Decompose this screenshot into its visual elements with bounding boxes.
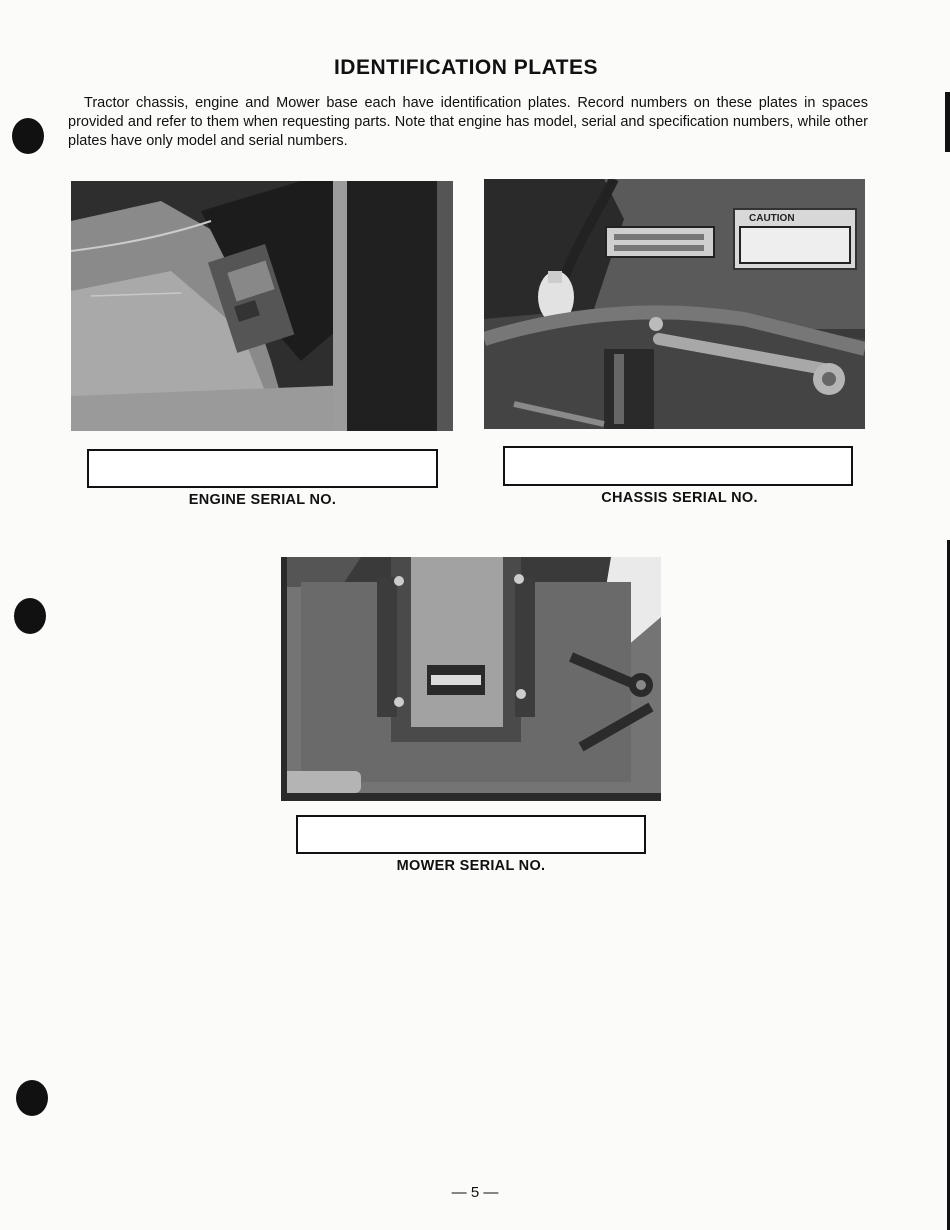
binder-hole-bottom [16,1080,48,1116]
chassis-serial-caption: CHASSIS SERIAL NO. [601,490,758,506]
engine-serial-input[interactable] [87,449,438,488]
mower-photo [281,557,661,801]
caution-decal-text: CAUTION [749,213,795,224]
mower-serial-caption: MOWER SERIAL NO. [396,858,546,874]
chassis-serial-input[interactable] [503,446,853,486]
page-title: IDENTIFICATION PLATES [333,56,599,79]
mower-serial-input[interactable] [296,815,646,854]
binder-hole-middle [14,598,46,634]
scan-edge-top [945,92,950,152]
intro-text: Tractor chassis, engine and Mower base each have identification plates. Record numbers on these plates in spaces provided and refer to them when requesting parts. Note that engine has model, serial and specification numbers, while other plates have only model and serial numbers. [68,95,868,149]
chassis-photo [484,179,865,429]
engine-serial-caption: ENGINE SERIAL NO. [188,492,337,508]
intro-paragraph [68,94,868,151]
engine-photo [71,181,453,431]
binder-hole-top [12,118,44,154]
page-number: — 5 — [451,1184,499,1201]
